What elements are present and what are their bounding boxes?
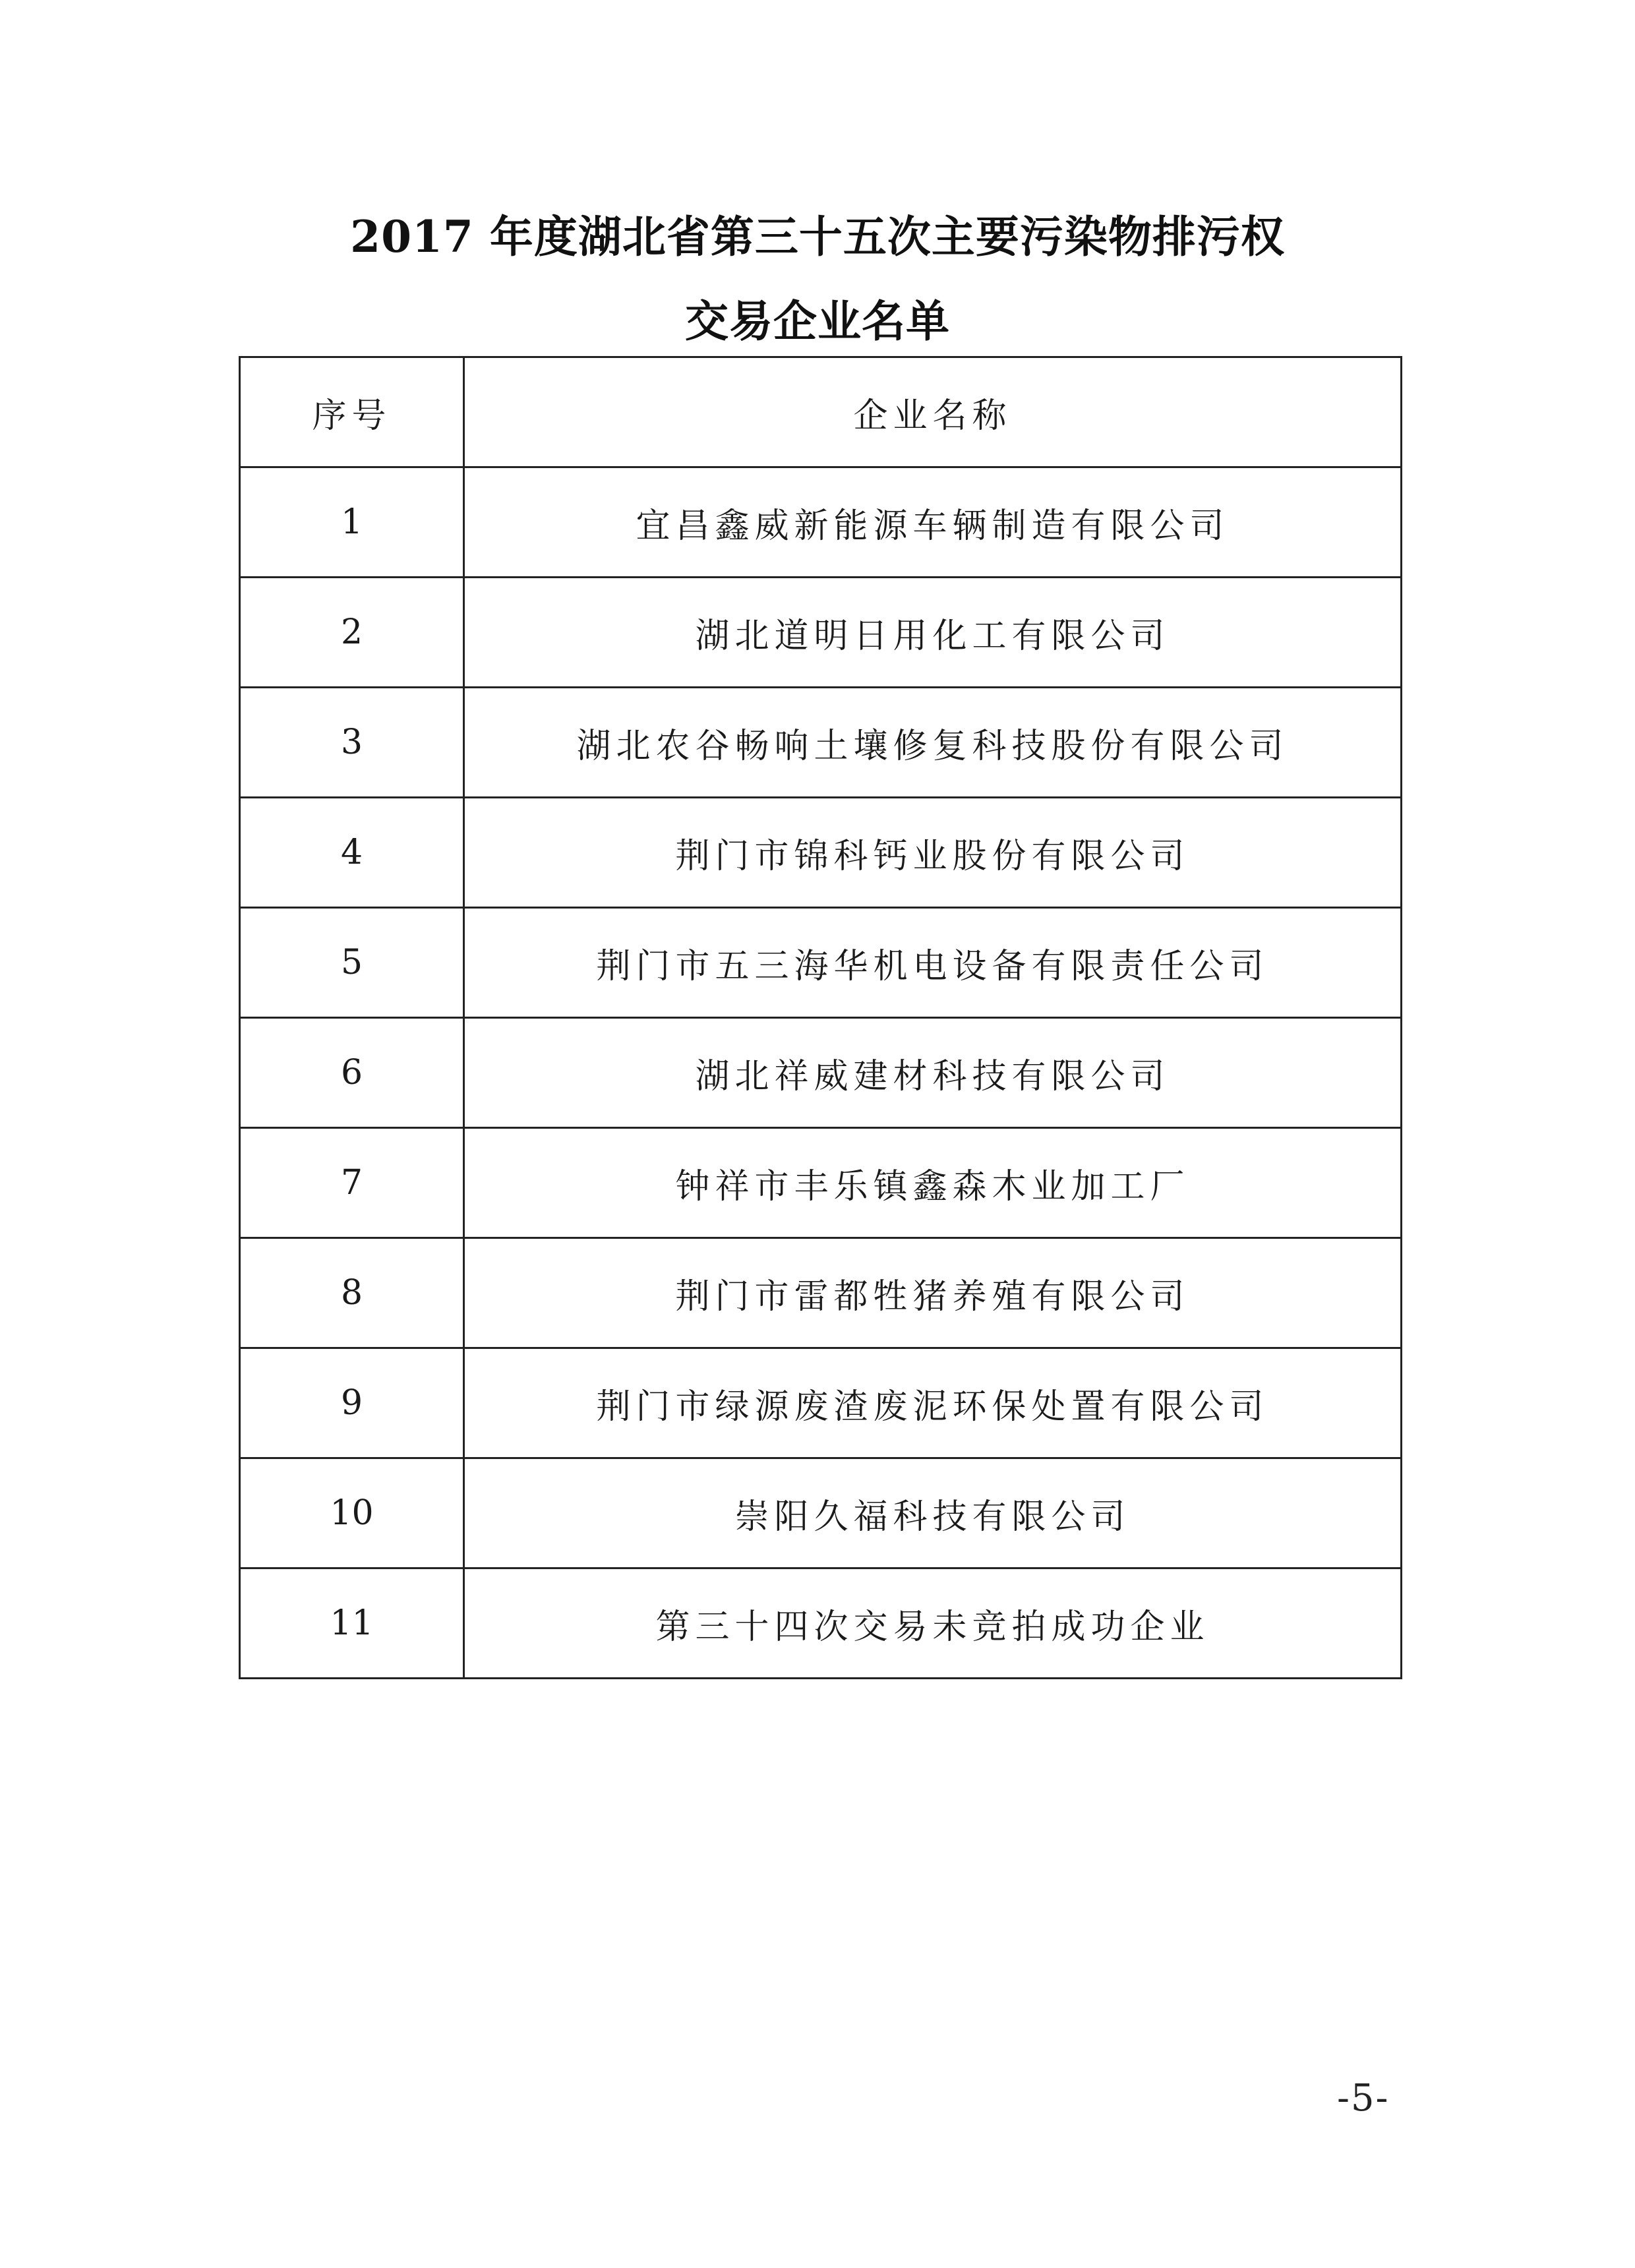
row-company-name: 荆门市五三海华机电设备有限责任公司 — [464, 908, 1402, 1018]
row-company-name: 崇阳久福科技有限公司 — [464, 1458, 1402, 1568]
row-serial-number: 7 — [240, 1128, 464, 1238]
row-serial-number: 11 — [240, 1568, 464, 1679]
company-list-table — [239, 356, 1402, 1679]
row-serial-number: 9 — [240, 1348, 464, 1458]
header-serial-number: 序号 — [240, 357, 464, 467]
table-row — [240, 1128, 1402, 1238]
row-company-name: 湖北祥威建材科技有限公司 — [464, 1018, 1402, 1128]
table-row — [240, 578, 1402, 688]
table-row — [240, 798, 1402, 908]
row-company-name: 钟祥市丰乐镇鑫森木业加工厂 — [464, 1128, 1402, 1238]
row-company-name: 宜昌鑫威新能源车辆制造有限公司 — [464, 467, 1402, 578]
row-serial-number: 6 — [240, 1018, 464, 1128]
table-row — [240, 1238, 1402, 1348]
table-row — [240, 1018, 1402, 1128]
row-company-name: 第三十四次交易未竞拍成功企业 — [464, 1568, 1402, 1679]
row-company-name: 湖北道明日用化工有限公司 — [464, 578, 1402, 688]
table-header-row — [240, 357, 1402, 467]
page-number: -5- — [1337, 2077, 1390, 2120]
table-row — [240, 467, 1402, 578]
document-title-line1: 2017 年度湖北省第三十五次主要污染物排污权 — [350, 211, 1285, 262]
row-serial-number: 2 — [240, 578, 464, 688]
row-serial-number: 10 — [240, 1458, 464, 1568]
table-row — [240, 688, 1402, 798]
row-company-name: 荆门市雷都牲猪养殖有限公司 — [464, 1238, 1402, 1348]
row-serial-number: 1 — [240, 467, 464, 578]
table-row — [240, 908, 1402, 1018]
table-row — [240, 1458, 1402, 1568]
row-serial-number: 3 — [240, 688, 464, 798]
row-company-name: 荆门市绿源废渣废泥环保处置有限公司 — [464, 1348, 1402, 1458]
document-title-line2: 交易企业名单 — [685, 295, 950, 347]
header-company-name: 企业名称 — [464, 357, 1402, 467]
row-serial-number: 8 — [240, 1238, 464, 1348]
row-serial-number: 4 — [240, 798, 464, 908]
table-row — [240, 1568, 1402, 1679]
row-company-name: 荆门市锦科钙业股份有限公司 — [464, 798, 1402, 908]
table-row — [240, 1348, 1402, 1458]
row-company-name: 湖北农谷畅响土壤修复科技股份有限公司 — [464, 688, 1402, 798]
row-serial-number: 5 — [240, 908, 464, 1018]
